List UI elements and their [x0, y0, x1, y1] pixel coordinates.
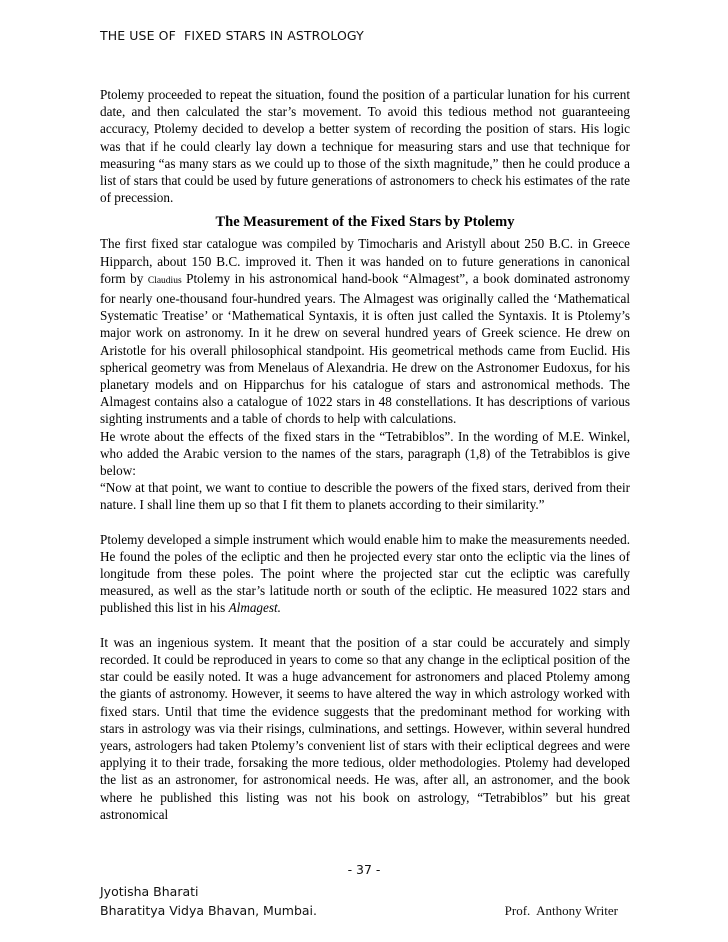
instrument-text: Ptolemy developed a simple instrument which would enable him to make the measurements needed. He found the poles of the ecliptic and then he projected every star onto the ecliptic via the lines of longitude from these poles. The point where the projected star cut the ecliptic was carefully measured, as well as the star’s latitude north or south of the ecliptic. He measured 1022 stars and published this list in his: [100, 531, 630, 616]
ingenious-paragraph: It was an ingenious system. It meant that the position of a star could be accurately and simply recorded. It could be reproduced in years to come so that any change in the ecliptical position of the star could be easily noted. It was a huge advancement for astronomers and placed Ptolemy among the giants of astronomy. However, it seems to have altered the way in which astrology worked with fixed stars. Until that time the evidence suggests that the predominant method for working with stars in astrology was via their risings, culminations, and settings. However, within several hundred years, astrologers had taken Ptolemy’s convenient list of stars with their ecliptical degrees and were applying it to their trade, forsaking the more tedious, older methodologies. Ptolemy had developed the list as an astronomer, for astronomical needs. He was, after all, an astronomer, and the book where he published this listing was not his book on astrology, “Tetrabiblos” but his great astronomical: [100, 634, 630, 822]
section-heading: The Measurement of the Fixed Stars by Ptolemy: [215, 214, 515, 231]
almagest-italic: Almagest.: [228, 600, 281, 616]
catalogue-paragraph: [100, 235, 630, 427]
claudius-small-word: Claudius: [147, 275, 182, 286]
paragraph-spacer: [100, 514, 630, 531]
footer-author: Prof. Anthony Writer: [504, 903, 618, 918]
tetrabiblos-paragraph: He wrote about the effects of the fixed stars in the “Tetrabiblos”. In the wording of M.E. Winkel, who added the Arabic version to the names of the stars, paragraph (1,8) of the Tetrabiblos is give below:: [100, 428, 630, 479]
footer-publication: Jyotisha Bharati: [100, 884, 199, 899]
instrument-paragraph: [100, 531, 630, 617]
page-body: [100, 86, 630, 823]
catalogue-text-start: The first fixed star catalogue was compiled by Timocharis and Aristyll about 250 B.C. in Greece Hipparch, about 150 B.C. improved it. Then it was handed on to future generations in canonical form by: [100, 236, 630, 286]
page-number: - 37 -: [347, 862, 381, 877]
paragraph-spacer: [100, 617, 630, 634]
footer-publisher: Bharatitya Vidya Bhavan, Mumbai.: [100, 903, 317, 918]
tetrabiblos-quote: “Now at that point, we want to contiue to describle the powers of the fixed stars, derived from their nature. I shall line them up so that I fit them to planets according to their similarity.”: [100, 480, 630, 513]
catalogue-text-end: Ptolemy in his astronomical hand-book “Almagest”, a book dominated astronomy for nearly one-thousand four-hundred years. The Almagest was originally called the ‘Mathematical Systematic Treatise’ or ‘Mathematical Syntaxis, it is often just called the Syntaxis. It is Ptolemy’s major work on astronomy. In it he drew on several hundred years of Greek science. He drew on Aristotle for his overall philosophical standpoint. His geometrical methods came from Euclid. His spherical geometry was from Menelaus of Alexandria. He drew on the Astronomer Eudoxus, for his planetary models and on Hipparchus for his catalogue of stars and astronomical methods. The Almagest contains also a catalogue of 1022 stars in 48 constellations. It has descriptions of various sighting instruments and a table of chords to help with calculations.: [100, 270, 630, 427]
footer-publication-block: [100, 882, 317, 920]
intro-paragraph: Ptolemy proceeded to repeat the situation, found the position of a particular lunation for his current date, and then calculated the star’s movement. To avoid this tedious method not guaranteeing accuracy, Ptolemy decided to develop a better system of recording the position of stars. His logic was that if he could clearly lay down a technique for measuring stars and use that technique for measuring “as many stars as we could up to those of the sixth magnitude,” then he could produce a list of stars that could be used by future generations of astronomers to check his estimates of the rate of precession.: [100, 87, 630, 206]
running-header-title: THE USE OF FIXED STARS IN ASTROLOGY: [100, 28, 364, 43]
